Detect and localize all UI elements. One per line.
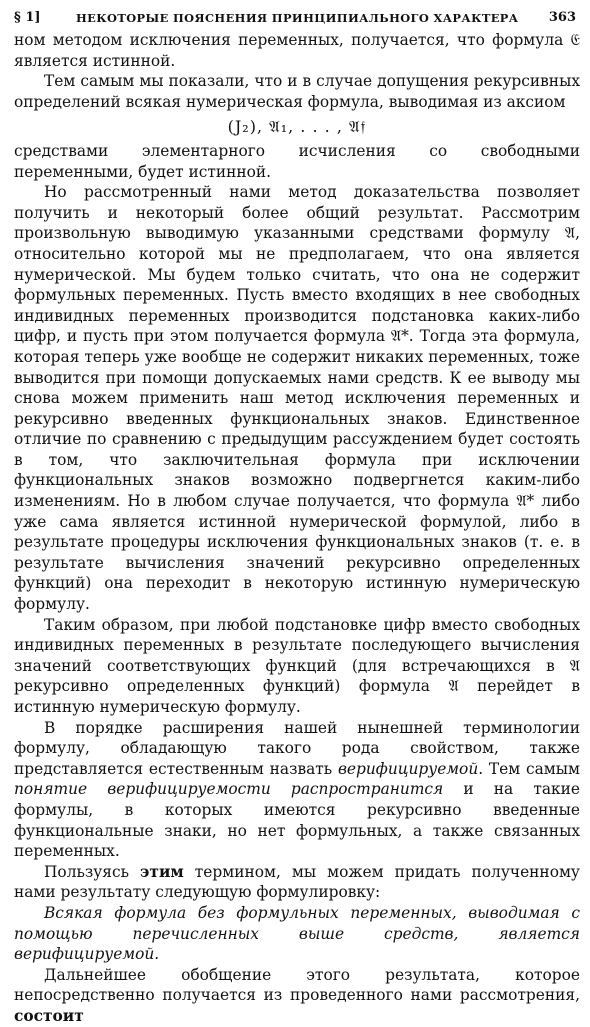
paragraph-3: средствами элементарного исчисления со свободными переменными, будет истинной. xyxy=(14,141,580,181)
p6-text-2: . Тем самым xyxy=(478,759,581,778)
page-body xyxy=(14,30,580,1027)
p9-text-1: Дальнейшее обобщение этого результата, которое непосредственно получается из проведенного нами рассмотрения, xyxy=(14,965,580,1005)
p6-term-verifiable: верифицируемой xyxy=(337,759,479,778)
running-header xyxy=(14,6,580,30)
paragraph-1: ном методом исключения переменных, получается, что формула 𝔈 является истинной. xyxy=(14,31,580,70)
p6-text-3: и на такие формулы, в которых имеются рекурсивно введенные функциональные знаки, но нет формульных, а также связанных переменных. xyxy=(14,780,580,861)
p9-term-consists: состоит xyxy=(14,1006,84,1025)
theorem-statement: Всякая формула без формульных переменных, выводимая с помощью перечисленных выше средств, является верифицируемой. xyxy=(14,903,580,964)
p6-term-concept: понятие верифицируемости распространится xyxy=(14,780,444,799)
p7-text-1: Пользуясь xyxy=(44,862,141,881)
paragraph-2: Тем самым мы показали, что и в случае допущения рекурсивных определений всякая нумерическая формула, выводимая из аксиом xyxy=(14,72,580,111)
paragraph-7 xyxy=(14,862,580,903)
formula-text: (J₂), 𝔄₁, . . . , 𝔄𝔣 xyxy=(227,117,367,137)
running-title: НЕКОТОРЫЕ ПОЯСНЕНИЯ ПРИНЦИПИАЛЬНОГО ХАРАКТЕРА xyxy=(76,11,519,25)
p7-text-2: термином, мы можем придать полученному нами результату следующую формулировку: xyxy=(14,862,580,902)
p7-term-this: этим xyxy=(140,862,184,881)
p6-text-1: В порядке расширения нашей нынешней терминологии формулу, обладающую такого рода свойством, также представляется естественным назвать xyxy=(14,718,580,778)
paragraph-9 xyxy=(14,965,580,1027)
paragraph-6 xyxy=(14,718,580,862)
paragraph-4: Но рассмотренный нами метод доказательства позволяет получить и некоторый более общий результат. Рассмотрим произвольную выводимую указанными средствами формулу 𝔄, относительно которой мы не предполагаем, что она является нумерической. Мы будем только считать, что она не содержит формульных переменных. Пусть вместо входящих в нее свободных индивидных переменных производится подстановка каких-либо цифр, и пусть при этом получается формула 𝔄*. Тогда эта формула, которая теперь уже вообще не содержит никаких переменных, тоже выводится при помощи допускаемых нами средств. К ее выводу мы снова можем применить наш метод исключения переменных и рекурсивно введенных функциональных знаков. Единственное отличие по сравнению с предыдущим рассуждением будет состоять в том, что заключительная формула при исключении функциональных знаков возможно подвергнется каким-либо изменениям. Но в любом случае получается, что формула 𝔄* либо уже сама является истинной нумерической формулой, либо в результате процедуры исключения функциональных знаков (т. е. в результате вычисления значений рекурсивно определенных функций) она переходит в некоторую истинную нумерическую формулу. xyxy=(14,183,580,614)
section-marker: § 1] xyxy=(14,10,41,25)
axiom-formula xyxy=(14,117,580,138)
paragraph-5: Таким образом, при любой подстановке цифр вместо свободных индивидных переменных в результате последующего вычисления значений соответствующих функций (для встречающихся в 𝔄 рекурсивно определенных функций) формула 𝔄 перейдет в истинную нумерическую формулу. xyxy=(14,615,580,716)
page-number: 363 xyxy=(548,10,576,25)
